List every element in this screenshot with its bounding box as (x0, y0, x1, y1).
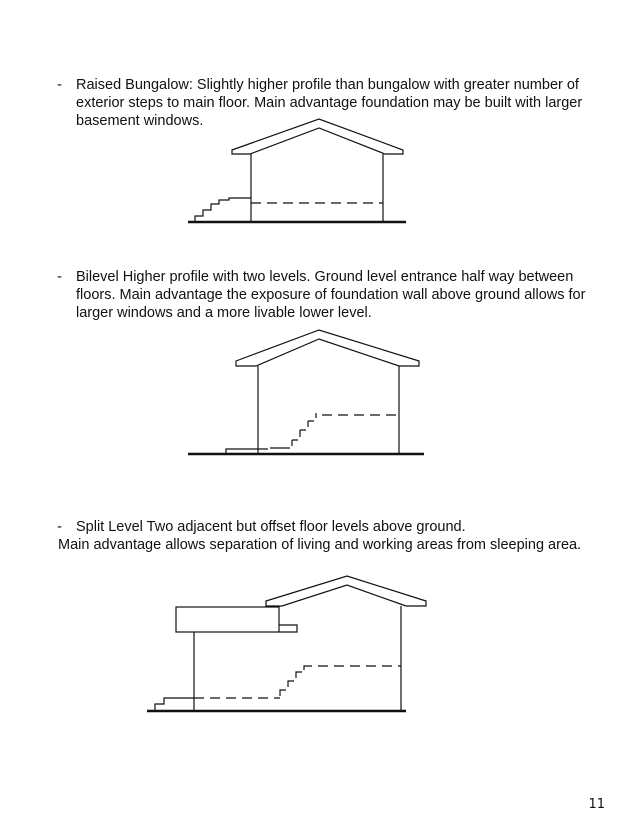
bullet-dash: - (57, 518, 62, 535)
exterior-steps (155, 698, 194, 711)
page-number: 11 (588, 797, 605, 812)
roof (236, 330, 419, 366)
roof (232, 119, 403, 154)
bullet-dash: - (57, 268, 62, 285)
split-level-text: Split Level Two adjacent but offset floor levels above ground. (76, 519, 466, 535)
interior-steps-dashed (270, 413, 316, 448)
bullet-dash: - (57, 76, 62, 93)
roof (266, 576, 426, 606)
raised-bungalow-text: Raised Bungalow: Slightly higher profile than bungalow with greater number of exterior steps to main floor. Main advantage foundation may be built with larger basement windows. (76, 77, 583, 129)
raised-bungalow-diagram (188, 119, 406, 222)
split-level-continuation: Main advantage allows separation of living and working areas from sleeping area. (58, 537, 582, 553)
side-roof-box (176, 607, 279, 632)
bilevel-text: Bilevel Higher profile with two levels. Ground level entrance half way between floors. Main advantage the exposure of foundation wall above ground allows for larger windows and a more livable lower level. (76, 269, 586, 321)
bilevel-diagram (188, 330, 424, 454)
side-roof-edge (279, 625, 297, 632)
exterior-steps (195, 198, 251, 222)
interior-steps-dashed (280, 666, 312, 696)
split-level-diagram (147, 576, 426, 711)
